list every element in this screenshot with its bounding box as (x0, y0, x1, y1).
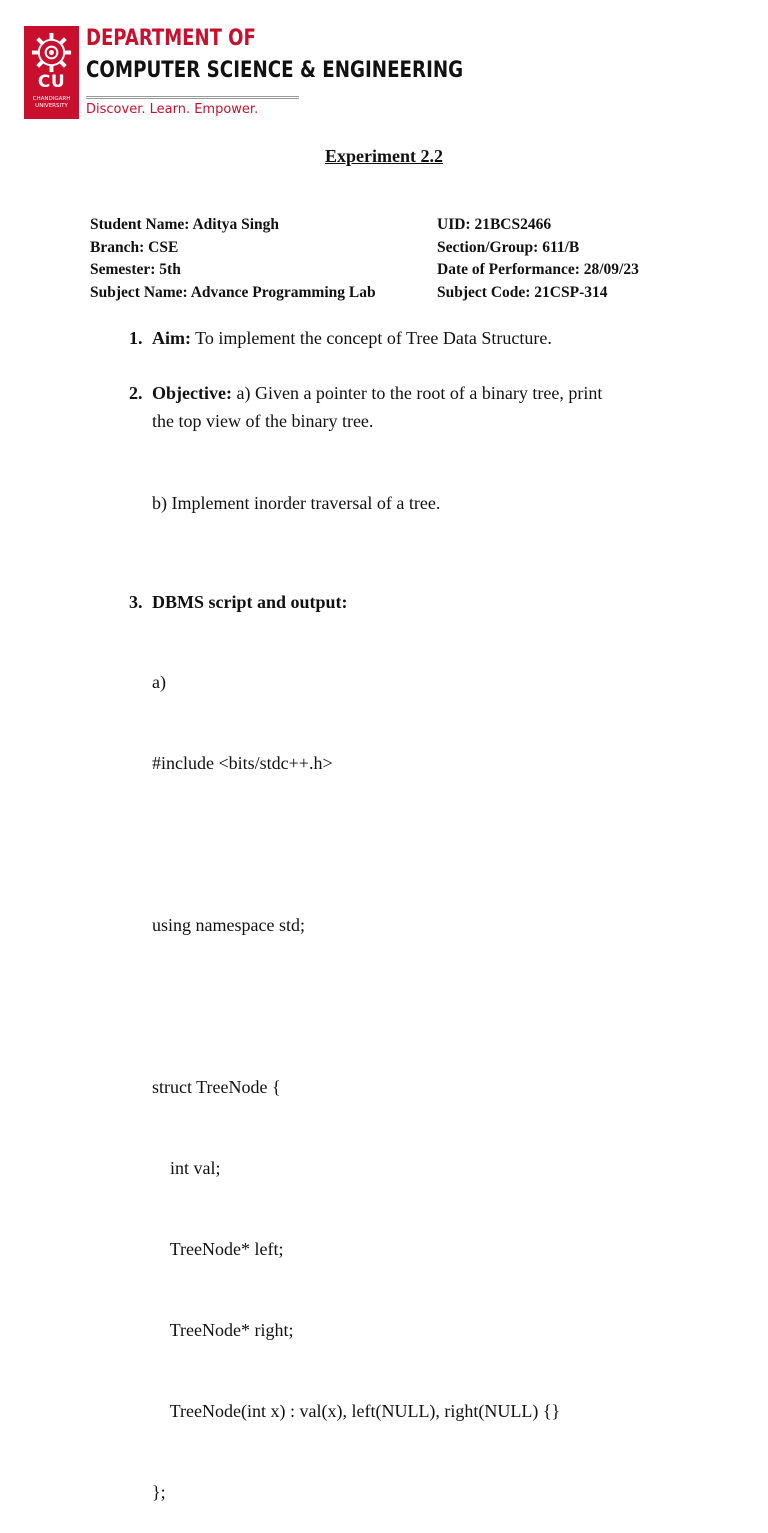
student-info-left (90, 214, 376, 304)
aim-label: Aim: (152, 328, 191, 348)
aim-section (152, 324, 552, 352)
logo-university-text: CHANDIGARH UNIVERSITY (32, 96, 71, 109)
branch: Branch: CSE (90, 238, 179, 256)
subject-name: Subject Name: Advance Programming Lab (90, 283, 376, 301)
experiment-title-text: Experiment 2.2 (325, 146, 443, 166)
code-line: TreeNode* left; (152, 1239, 284, 1259)
script-number: 3. (129, 592, 143, 612)
code-line: #include <bits/stdc++.h> (152, 753, 333, 773)
code-line: }; (152, 1482, 166, 1502)
objective-text-b: b) Implement inorder traversal of a tree. (152, 493, 441, 513)
code-block (152, 615, 560, 1533)
section-group: Section/Group: 611/B (437, 238, 580, 256)
code-line: int val; (152, 1158, 221, 1178)
university-logo (24, 26, 79, 119)
objective-label: Objective: (152, 383, 232, 403)
objective-text-a: a) Given a pointer to the root of a binary tree, print (231, 383, 603, 403)
objective-number: 2. (129, 383, 143, 403)
code-line: TreeNode(int x) : val(x), left(NULL), right(NULL) {} (152, 1401, 561, 1421)
department-header (24, 26, 464, 122)
student-name: Student Name: Aditya Singh (90, 216, 280, 233)
student-info-right (437, 214, 639, 304)
department-line-1: DEPARTMENT OF (86, 26, 256, 51)
gear-emblem-icon (30, 31, 73, 74)
logo-cu-text: CU (37, 72, 66, 92)
code-line (152, 831, 560, 858)
objective-section (152, 379, 602, 435)
script-label: DBMS script and output: (152, 592, 348, 612)
date-of-performance: Date of Performance: 28/09/23 (437, 261, 639, 278)
objective-text-a-cont: the top view of the binary tree. (152, 411, 374, 431)
code-line: TreeNode* right; (152, 1320, 294, 1340)
uid: UID: 21BCS2466 (437, 216, 552, 233)
script-heading (152, 588, 348, 616)
code-line: a) (152, 672, 166, 692)
code-line: using namespace std; (152, 915, 305, 935)
code-line (152, 993, 560, 1020)
aim-number: 1. (129, 328, 143, 348)
header-divider (86, 96, 299, 99)
semester: Semester: 5th (90, 261, 181, 278)
subject-code: Subject Code: 21CSP-314 (437, 283, 608, 301)
aim-text: To implement the concept of Tree Data Structure. (191, 328, 552, 348)
experiment-title (0, 146, 768, 167)
department-line-2: COMPUTER SCIENCE & ENGINEERING (86, 58, 464, 83)
tagline: Discover. Learn. Empower. (86, 102, 259, 117)
code-line: struct TreeNode { (152, 1077, 281, 1097)
